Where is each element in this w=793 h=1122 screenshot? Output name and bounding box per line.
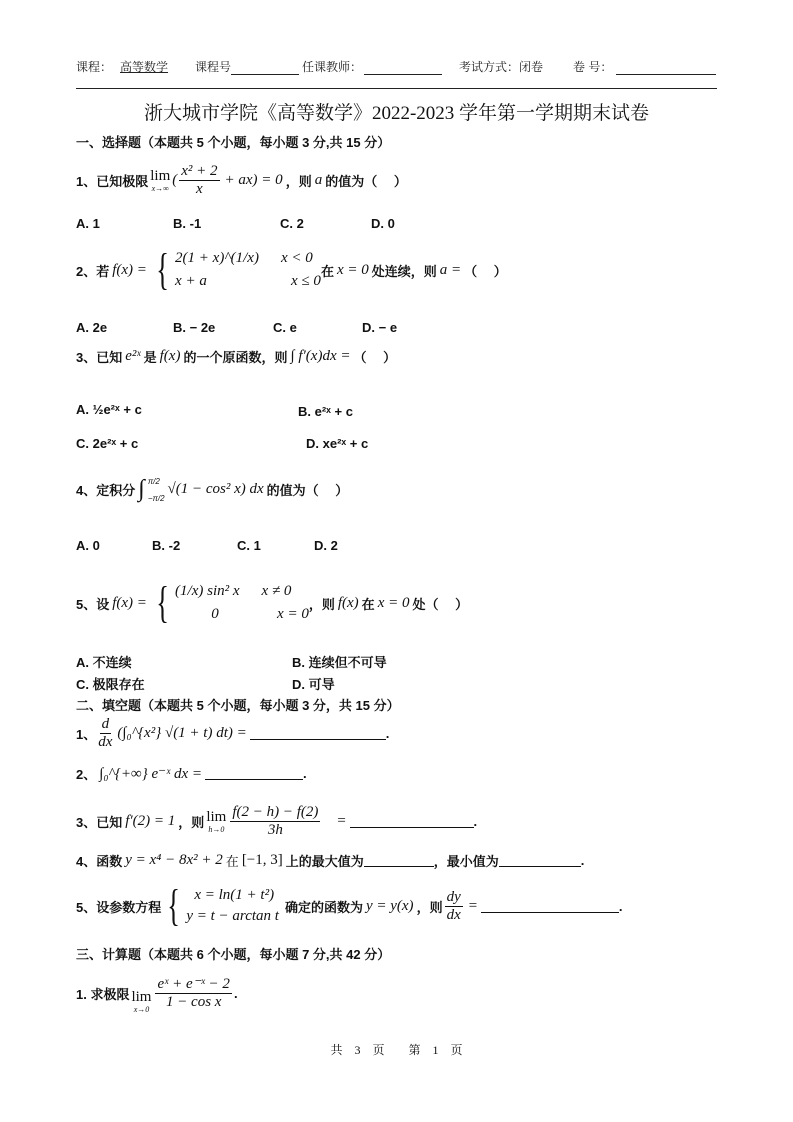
q4-option-d: D. 2 [314,538,338,553]
f2-answer-blank[interactable] [205,767,303,780]
exam-title: 浙大城市学院《高等数学》2022-2023 学年第一学期期末试卷 [143,103,650,124]
f4-text: 4、函数 [76,854,123,869]
equation: x = ln(1 + t²) [194,887,275,903]
q4-option-a: A. 0 [76,538,100,553]
q2-text: 在 [320,263,334,279]
lim-sub: h→0 [208,825,225,834]
q4-option-c: C. 1 [237,538,261,553]
q5-text: 在 [361,596,375,612]
q2-math: a = [439,261,462,278]
q3-text: 3、已知 [76,350,123,365]
q3-text: 是 [143,350,157,365]
course-no-label: 课程号 [195,60,232,74]
q2-text: 处连续，则 [371,263,437,279]
course-no-field [195,58,299,75]
q2-math: x = 0 [336,261,369,278]
teacher-blank[interactable] [364,61,442,75]
q5-math: f(x) = [112,594,147,611]
fill-1 [76,716,389,751]
teacher-field [302,58,442,75]
f5-answer-blank[interactable] [481,900,619,913]
numerator: f(2 − h) − f(2) [232,804,319,820]
q1-option-b: B. -1 [173,216,202,231]
q4-integrand: √(1 − cos² x) dx [167,481,264,497]
f5-text: 5、设参数方程 [76,899,162,915]
q3-text: （ ） [353,350,397,365]
q2-option-a: A. 2e [76,320,108,335]
question-2 [76,245,507,294]
f4-max-blank[interactable] [364,854,434,867]
paren: ( [172,172,178,188]
case: x + a [175,273,207,289]
q2-option-c: C. e [273,320,297,335]
q3-option-c: C. 2e²ˣ + c [76,436,139,451]
paper-no-blank[interactable] [616,61,716,75]
f5-math: y = y(x) [365,897,414,914]
q5-option-b: B. 连续但不可导 [292,655,387,670]
lim: lim [206,809,227,825]
denominator: x [196,181,203,197]
fill-4 [76,851,584,870]
case: 0 [211,606,219,622]
q3-text: 的一个原函数，则 [183,350,288,365]
cond: x ≤ 0 [291,273,321,289]
f1-math: (∫₀^{x²} √(1 + t) dt) = [117,725,247,741]
f1-text: 1、 [76,727,97,742]
question-4 [76,476,348,503]
f4-min-blank[interactable] [499,854,581,867]
f4-text: ，最小值为 [433,854,499,869]
q3-math: ∫ f′(x)dx = [290,348,351,364]
period: . [580,853,585,868]
q4-text: 的值为（ ） [266,483,349,498]
f3-limit [206,809,226,834]
q2-piecewise [150,245,321,294]
section2-heading: 二、填空题（本题共 5 个小题，每小题 3 分，共 15 分） [76,698,400,713]
q3-option-d: D. xe²ˣ + c [306,436,369,451]
f3-text: ，则 [178,815,205,830]
q5-piecewise [150,578,309,627]
period: . [303,766,307,781]
brace-icon: { [167,881,181,930]
course-label: 课程： [76,60,113,74]
f3-math: f′(2) = 1 [125,813,176,829]
f4-text: 上的最大值为 [285,854,364,869]
f3-fraction [230,804,320,839]
f2-text: 2、 [76,767,97,782]
denominator: dx [98,734,113,750]
f3-answer-blank[interactable] [350,815,474,828]
q5-option-d: D. 可导 [292,677,335,692]
q5-text: 5、设 [76,596,110,612]
q4-option-b: B. -2 [152,538,181,553]
case: 2(1 + x)^(1/x) [175,250,259,266]
period: . [233,986,238,1001]
period: . [618,898,623,914]
lower-limit: −π/2 [147,493,165,503]
q5-option-c: C. 极限存在 [76,677,145,692]
f4-math: y = x⁴ − 8x² + 2 [125,852,223,868]
f5-system [161,881,279,930]
q1-var: a [314,172,323,188]
brace-icon: { [156,578,169,627]
q3-math: e²ˣ [125,348,141,364]
paper-no-label: 卷 号： [573,60,613,74]
question-5 [76,578,469,627]
f5-text: 确定的函数为 [284,899,363,915]
q1-math: + ax) = 0 [224,172,283,188]
c1-limit [131,989,151,1014]
q1-text: 的值为（ ） [325,174,407,189]
c1-fraction [155,976,231,1011]
period: . [385,726,390,741]
question-3 [76,347,396,366]
q1-option-d: D. 0 [371,216,395,231]
c1-text: 1. 求极限 [76,987,130,1002]
q1-limit [150,168,170,193]
fill-5 [76,881,623,930]
denominator: 1 − cos x [165,994,222,1010]
q1-option-c: C. 2 [280,216,304,231]
cond: x ≠ 0 [261,583,292,599]
f1-answer-blank[interactable] [250,727,386,740]
q5-math: f(x) [337,594,359,611]
header-rule [76,88,717,89]
paper-no-field [573,58,716,75]
q2-text: 2、若 [76,263,110,279]
f5-derivative [445,889,463,924]
denominator: dx [446,906,461,923]
lim: lim [150,168,171,184]
f1-derivative [98,716,112,751]
calc-1 [76,973,238,1014]
q3-math: f(x) [159,348,181,364]
q1-option-a: A. 1 [76,216,100,231]
period: . [473,814,478,829]
fill-2 [76,764,307,783]
numerator: x² + 2 [181,163,218,179]
fill-3 [76,804,477,839]
denominator: 3h [267,822,283,838]
integral-sign: ∫ [138,476,145,502]
f2-math: ∫₀^{+∞} e⁻ˣ dx = [99,766,203,782]
f4-interval: [−1, 3] [241,852,283,868]
q1-fraction [179,163,219,198]
equals: = [336,813,347,829]
q3-option-a: A. ½e²ˣ + c [76,402,142,417]
numerator: eˣ + e⁻ˣ − 2 [157,976,230,992]
section1-heading: 一、选择题（本题共 5 个小题，每小题 3 分,共 15 分） [76,135,391,150]
q1-text: 1、已知极限 [76,174,149,189]
f5-text: ，则 [416,899,443,915]
q3-option-b: B. e²ˣ + c [298,404,353,419]
q5-math: x = 0 [377,594,410,611]
numerator: d [101,716,110,732]
lim-sub: x→0 [133,1005,150,1014]
upper-limit: π/2 [147,476,160,486]
question-1 [76,163,407,198]
q5-text: 处（ ） [412,596,469,612]
numerator: dy [446,888,461,905]
q5-option-a: A. 不连续 [76,655,132,670]
teacher-label: 任课教师： [302,60,363,74]
q2-option-b: B. − 2e [173,320,216,335]
q5-text: ，则 [308,596,335,612]
equation: y = t − arctan t [186,908,279,924]
f4-text: 在 [225,854,239,869]
course-value: 高等数学 [120,60,169,74]
q2-fx: f(x) = [112,261,147,278]
lim: lim [131,989,152,1005]
section3-heading: 三、计算题（本题共 6 个小题，每小题 7 分,共 42 分） [76,947,391,962]
q2-option-d: D. − e [362,320,398,335]
q2-text: （ ） [464,263,507,279]
q1-text: ，则 [285,174,312,189]
exam-mode: 考试方式：闭卷 [459,60,544,74]
course-no-blank[interactable] [231,61,299,75]
cond: x < 0 [280,250,313,266]
brace-icon: { [156,245,169,294]
f3-text: 3、已知 [76,815,123,830]
course-field [76,58,176,75]
page-footer: 共 3 页 第 1 页 [330,1043,463,1057]
equals: = [467,897,478,914]
q4-text: 4、定积分 [76,483,136,498]
cond: x = 0 [277,606,309,622]
lim-sub: x→∞ [151,184,169,193]
case: (1/x) sin² x [175,583,240,599]
